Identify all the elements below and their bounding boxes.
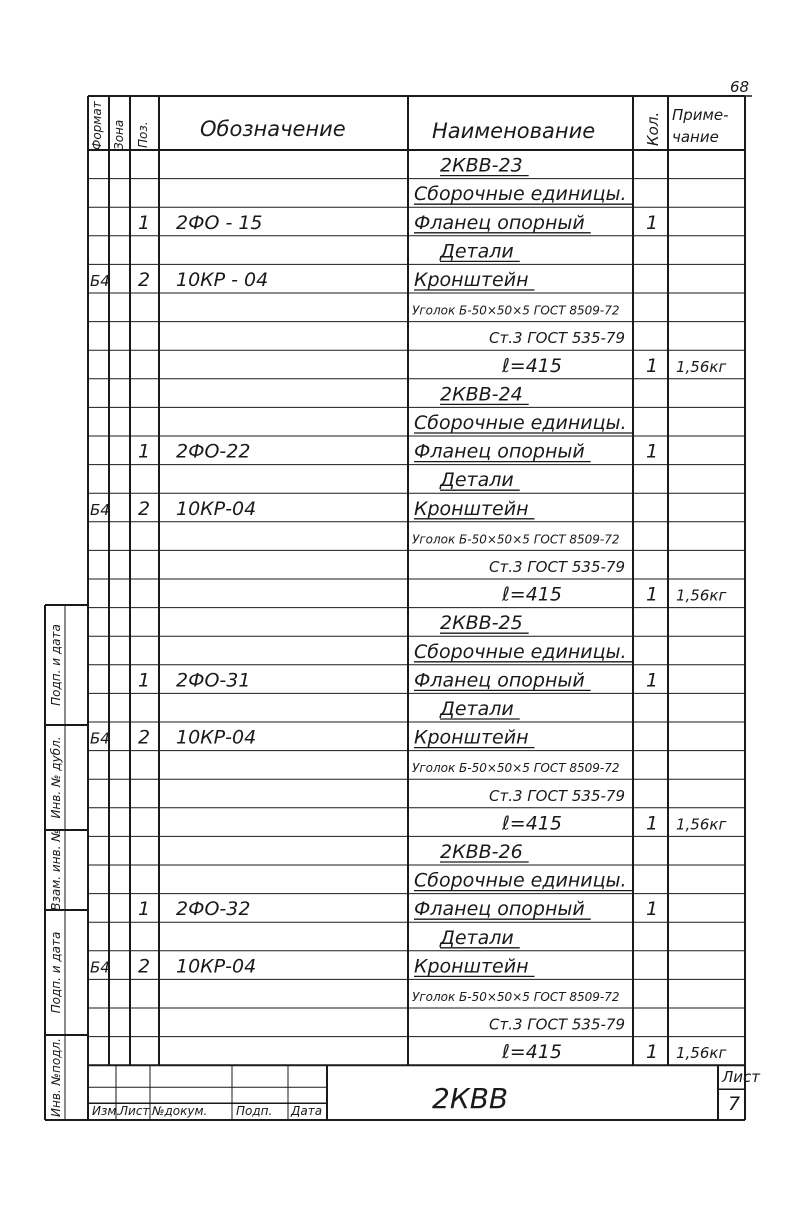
header-name: Наименование: [432, 119, 596, 143]
row-format: Б4: [90, 500, 110, 519]
row-name: Сборочные единицы.: [414, 412, 627, 434]
row-pos: 2: [138, 955, 151, 978]
tb-sheet-label: Лист: [722, 1068, 761, 1086]
row-name: Уголок Б-50×50×5 ГОСТ 8509-72: [412, 532, 620, 547]
tb-sheet-number: 7: [728, 1093, 741, 1115]
row-name: Ст.3 ГОСТ 535-79: [489, 786, 625, 805]
row-designation: 10КР-04: [176, 955, 257, 978]
row-name: Кронштейн: [414, 497, 529, 520]
row-name: Ст.3 ГОСТ 535-79: [489, 1015, 625, 1034]
row-name: Уголок Б-50×50×5 ГОСТ 8509-72: [412, 303, 620, 318]
tb-designation: 2КВВ: [432, 1082, 509, 1115]
row-name: Кронштейн: [414, 726, 529, 749]
sheet-corner-number: 68: [730, 78, 750, 96]
header-note-line1: Приме-: [672, 106, 729, 124]
row-qty: 1: [646, 812, 659, 835]
row-pos: 1: [138, 669, 151, 692]
row-name: Уголок Б-50×50×5 ГОСТ 8509-72: [412, 990, 620, 1004]
row-name: ℓ=415: [501, 354, 562, 377]
side-stamp-label: Инв. №подл.: [49, 1038, 63, 1117]
row-designation: 2ФО-31: [176, 669, 251, 692]
row-pos: 1: [138, 440, 151, 463]
row-name: Детали: [440, 469, 514, 492]
tb-col-docnum: №докум.: [152, 1104, 208, 1118]
title-block: [92, 1068, 761, 1118]
tb-col-list: Лист: [119, 1104, 150, 1118]
side-stamp: [45, 605, 88, 1120]
tb-col-date: Дата: [291, 1104, 323, 1118]
row-format: Б4: [90, 729, 110, 748]
row-note: 1,56кг: [676, 815, 727, 834]
row-designation: 10КР-04: [176, 726, 257, 749]
row-qty: 1: [646, 583, 659, 606]
header-designation: Обозначение: [200, 117, 346, 141]
row-designation: 10КР - 04: [176, 269, 269, 291]
header-qty: Кол.: [644, 111, 662, 146]
row-qty: 1: [646, 669, 659, 692]
row-designation: 2ФО - 15: [176, 211, 263, 234]
header-pos: Поз.: [136, 121, 150, 148]
row-name: Детали: [440, 240, 514, 263]
row-pos: 2: [138, 269, 151, 291]
row-pos: 1: [138, 898, 151, 921]
row-format: Б4: [90, 272, 110, 290]
row-pos: 2: [138, 497, 151, 520]
row-name: 2КВВ-24: [440, 383, 523, 406]
row-format: Б4: [90, 958, 110, 977]
row-pos: 1: [138, 211, 151, 234]
side-stamp-label: Взам. инв. №: [49, 829, 63, 911]
row-qty: 1: [646, 1041, 659, 1064]
row-name: ℓ=415: [501, 1041, 562, 1064]
row-name: Ст.3 ГОСТ 535-79: [489, 329, 625, 348]
tb-col-izm: Изм.: [92, 1104, 121, 1118]
row-qty: 1: [646, 354, 659, 377]
row-name: ℓ=415: [501, 812, 562, 835]
header-note-line2: чание: [672, 128, 719, 146]
row-qty: 1: [646, 898, 659, 921]
row-note: 1,56кг: [676, 357, 727, 376]
tb-col-sign: Подп.: [236, 1104, 273, 1118]
row-name: Сборочные единицы.: [414, 869, 627, 892]
row-designation: 2ФО-32: [176, 898, 251, 921]
row-note: 1,56кг: [676, 1044, 727, 1063]
row-qty: 1: [646, 440, 659, 463]
row-name: 2КВВ-25: [440, 612, 523, 635]
row-pos: 2: [138, 726, 151, 749]
row-name: 2КВВ-26: [440, 841, 523, 863]
row-note: 1,56кг: [676, 586, 727, 605]
header-zone: Зона: [112, 119, 126, 150]
row-name: Кронштейн: [414, 955, 529, 978]
row-designation: 2ФО-22: [176, 440, 251, 463]
row-name: Детали: [440, 926, 514, 949]
row-designation: 10КР-04: [176, 497, 257, 520]
row-name: Фланец опорный: [414, 211, 585, 234]
row-name: ℓ=415: [501, 583, 562, 606]
row-name: Ст.3 ГОСТ 535-79: [489, 558, 625, 576]
side-stamp-label: Подп. и дата: [49, 931, 63, 1014]
side-stamp-label: Подп. и дата: [49, 624, 63, 706]
row-name: Уголок Б-50×50×5 ГОСТ 8509-72: [412, 761, 620, 776]
row-name: Фланец опорный: [414, 669, 585, 692]
row-name: 2КВВ-23: [440, 154, 523, 177]
row-name: Фланец опорный: [414, 440, 585, 463]
row-name: Фланец опорный: [414, 898, 585, 921]
row-name: Детали: [440, 698, 514, 720]
row-name: Сборочные единицы.: [414, 640, 627, 663]
side-stamp-label: Инв. № дубл.: [49, 736, 63, 819]
row-qty: 1: [646, 211, 659, 234]
header-format: Формат: [90, 101, 104, 150]
row-name: Сборочные единицы.: [414, 183, 627, 206]
row-name: Кронштейн: [414, 269, 529, 291]
